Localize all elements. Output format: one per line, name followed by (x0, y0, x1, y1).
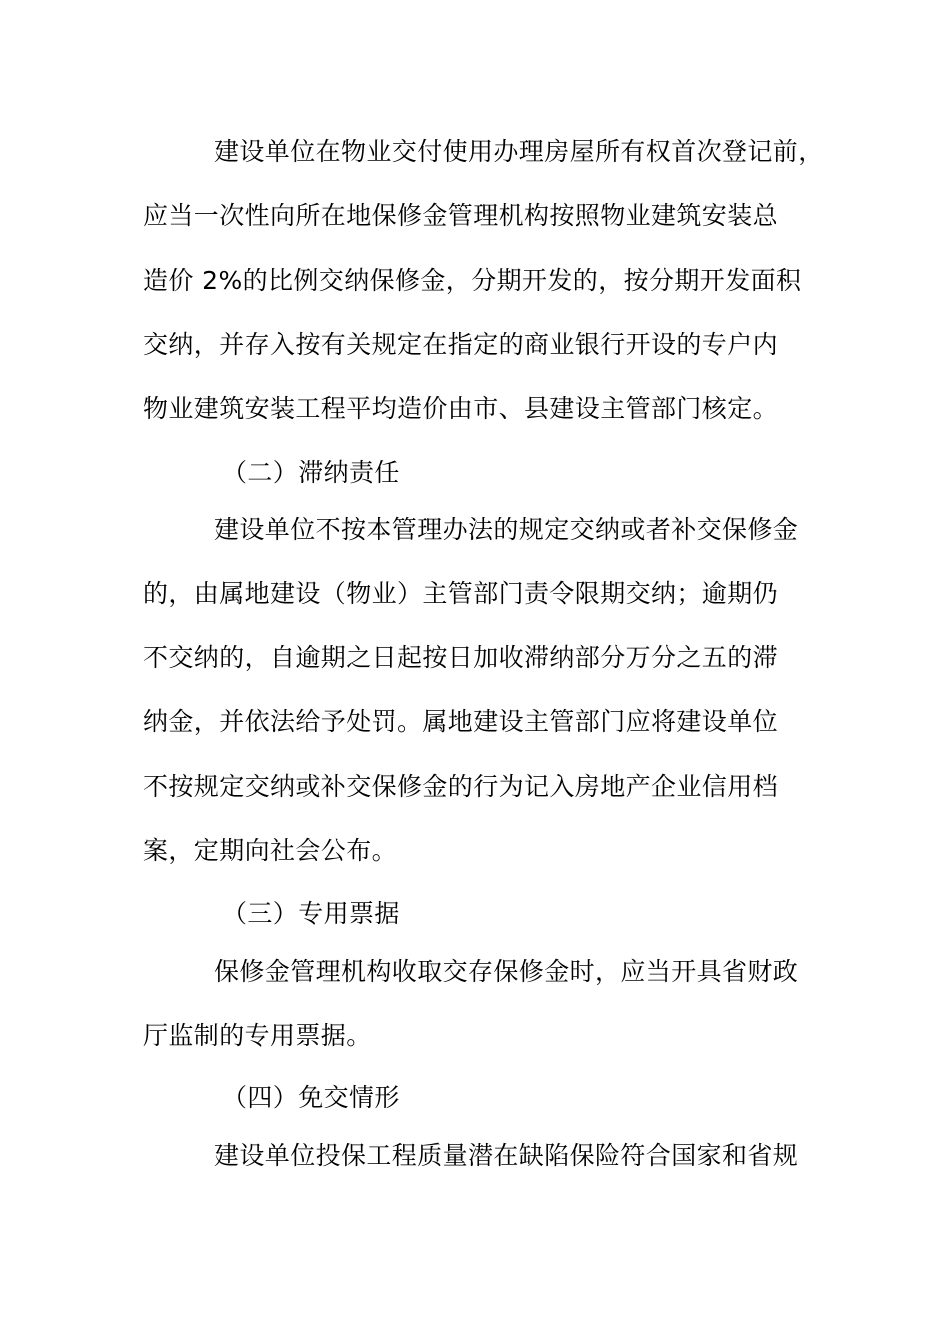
paragraph-line: 物业建筑安装工程平均造价由市、县建设主管部门核定。 (143, 394, 779, 423)
paragraph-line: 应当一次性向所在地保修金管理机构按照物业建筑安装总 (143, 201, 779, 230)
paragraph-line: 建设单位投保工程质量潜在缺陷保险符合国家和省规 (214, 1141, 799, 1170)
paragraph-line: 不交纳的，自逾期之日起按日加收滞纳部分万分之五的滞 (143, 643, 779, 672)
paragraph-line: 纳金，并依法给予处罚。属地建设主管部门应将建设单位 (143, 707, 779, 736)
paragraph-line: 建设单位在物业交付使用办理房屋所有权首次登记前， (214, 137, 824, 166)
section-heading: （四）免交情形 (222, 1083, 400, 1112)
paragraph-line: 造价 2%的比例交纳保修金，分期开发的，按分期开发面积 (143, 266, 802, 295)
paragraph-line: 不按规定交纳或补交保修金的行为记入房地产企业信用档 (143, 772, 779, 801)
paragraph-line: 案，定期向社会公布。 (143, 836, 398, 865)
paragraph-line: 厅监制的专用票据。 (143, 1021, 372, 1050)
section-heading: （三）专用票据 (222, 899, 400, 928)
paragraph-line: 保修金管理机构收取交存保修金时，应当开具省财政 (214, 957, 799, 986)
paragraph-line: 建设单位不按本管理办法的规定交纳或者补交保修金 (214, 515, 799, 544)
paragraph-line: 交纳，并存入按有关规定在指定的商业银行开设的专户内 (143, 330, 779, 359)
section-heading: （二）滞纳责任 (222, 458, 400, 487)
paragraph-line: 的，由属地建设（物业）主管部门责令限期交纳；逾期仍 (143, 579, 779, 608)
